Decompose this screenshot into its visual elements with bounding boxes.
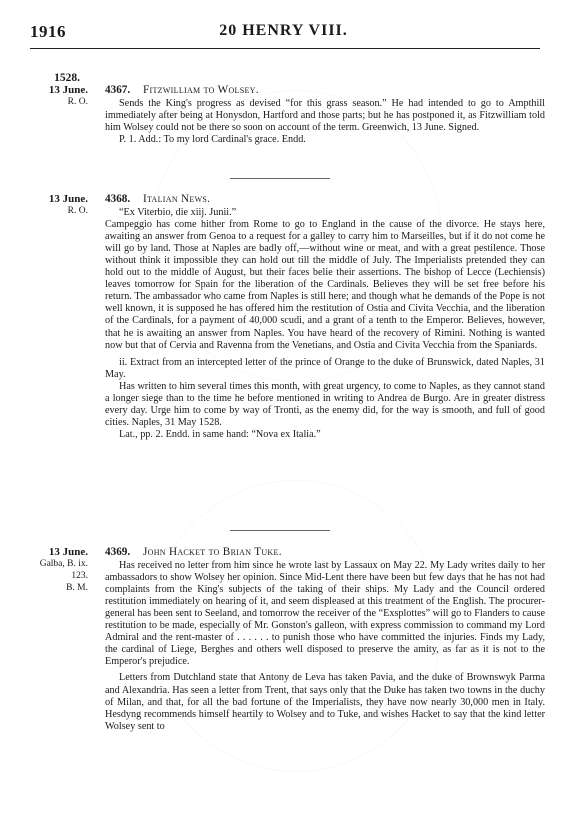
entry-paragraph: “Ex Viterbio, die xiij. Junii.” [119,207,237,219]
entry-4368 [105,193,545,441]
entry-paragraph: Campeggio has come hither from Rome to go to England in the cause of the divorce. He stays here, awaiting an answer from Genoa to a request for a galley to carry him to Marseilles, but if it do not come he will go by land. Those at Naples are badly off,—without wine or meat, and with a great pestilence. Those without think it impossible they can hold out till the middle of July. The Imperialists pretended they can hold out to the middle of August, but their faces belie their assertions. The bishop of Lecce (Lechiensis) leaves tomorrow for Spain for the liberation of the Cardinals. Believes they will be set free before his return. The ambassador who came from Naples is still here; and though what he demands of the Pope is not well known, it is supposed he has offered him the restitution of Ostia and Civita Vecchia, and the liberation of the Cardinals, for a payment of 40,000 scudi, and a grant of a tenth to the Emperor. Believes, however, that he is awaiting an answer from Naples. You have heard of the recovery of Rimini. Nothing is wanted now but that of Cervia and Ravenna from the Venetians, and Ostia and Civita Vecchia from the Spaniards. [105,219,545,351]
entry-date: 13 June. [48,193,88,205]
source-ref: R. O. [67,97,88,107]
entry-number: 4369. [105,546,131,558]
entry-footnote: Lat., pp. 2. Endd. in same hand: “Nova ex Italia.” [119,428,321,440]
page-number: 1916 [30,22,66,41]
running-title: 20 HENRY VIII. [219,22,348,39]
entry-heading [105,546,545,558]
entry-title: John Hacket to Brian Tuke. [142,546,282,558]
entry-paragraph: Letters from Dutchland state that Antony de Leva has taken Pavia, and the duke of Brownswyk Parma and Alexandria. Has seen a letter from Trent, that says only that the Duke has taken two towns in the duchy of Milan, and that, for all the bad fortune of the Imperialists, they have now nearly 30,000 men in Italy. Hesdyng recommends himself heartily to Wolsey and to Tuke, and wishes Hacket to say that the kind letter Wolsey sent to [105,672,545,732]
entry-date: 13 June. [48,84,88,96]
entry-heading [105,84,545,96]
margin-note-4369 [16,546,88,594]
entry-title: Fitzwilliam to Wolsey. [142,84,259,96]
margin-note-4367 [16,84,88,108]
entry-heading [105,193,545,205]
entry-paragraph: ii. Extract from an intercepted letter of the prince of Orange to the duke of Brunswick, dated Naples, 31 May. [105,356,545,380]
entry-4369 [105,546,545,733]
source-ref: Galba, B. ix. [39,559,88,569]
entry-4367 [105,84,545,146]
margin-note-4368 [16,193,88,217]
page-header [0,22,567,46]
entry-paragraph: Sends the King's progress as devised “for this grass season.” He had intended to go to Ampthill immediately after being at Honysdon, Hartford and those parts; but he has postponed it, as Fitzwilliam told him Wolsey could not be there so soon on account of the term. Greenwich, 13 June. Signed. [105,98,545,134]
header-rule [30,48,540,49]
source-ref: R. O. [67,206,88,216]
entry-paragraph: Has written to him several times this month, with great urgency, to come to Naples, as they cannot stand a longer siege than to the time he before mentioned in writing to Andrea de Burgo. Are in greater distress every day. Urge him to come by way of Tronti, as the enemy did, for the way is smooth, and full of good cities. Naples, 31 May 1528. [105,380,545,428]
entry-paragraph: Has received no letter from him since he wrote last by Lassaux on May 22. My Lady writes daily to her ambassadors to show Wolsey her opinion. Since Mid-Lent there have been but few days that he has not had complaints from the King's subjects of the taking of their ships. My Lady and the Council ordered restitution immediately on hearing of it, and seem displeased at this treatment of the English. The procurer-general has been sent to Seeland, and tomorrow the receiver of the “Exsplottes” will go to Flanders to cause restitution to be made, especially of Mr. Gonston's galleon, with express commission to command my Lord Admiral and the rent-master of . . . . . . to punish those who have committed the injuries. Finds my Lady, the cardinal of Liege, Berghes and others well disposed to preserve the amity, as far as it is not to the Emperor's prejudice. [105,560,545,668]
entry-date: 13 June. [48,546,88,558]
year-marker: 1528. [54,72,80,84]
entry-separator [230,178,330,179]
entry-number: 4367. [105,84,131,96]
source-ref-folio: 123. [71,571,88,581]
entry-footnote: P. 1. Add.: To my lord Cardinal's grace. Endd. [119,134,306,146]
entry-number: 4368. [105,193,131,205]
entry-title: Italian News. [142,193,211,205]
entry-separator [230,530,330,531]
source-ref-archive: B. M. [66,583,88,593]
